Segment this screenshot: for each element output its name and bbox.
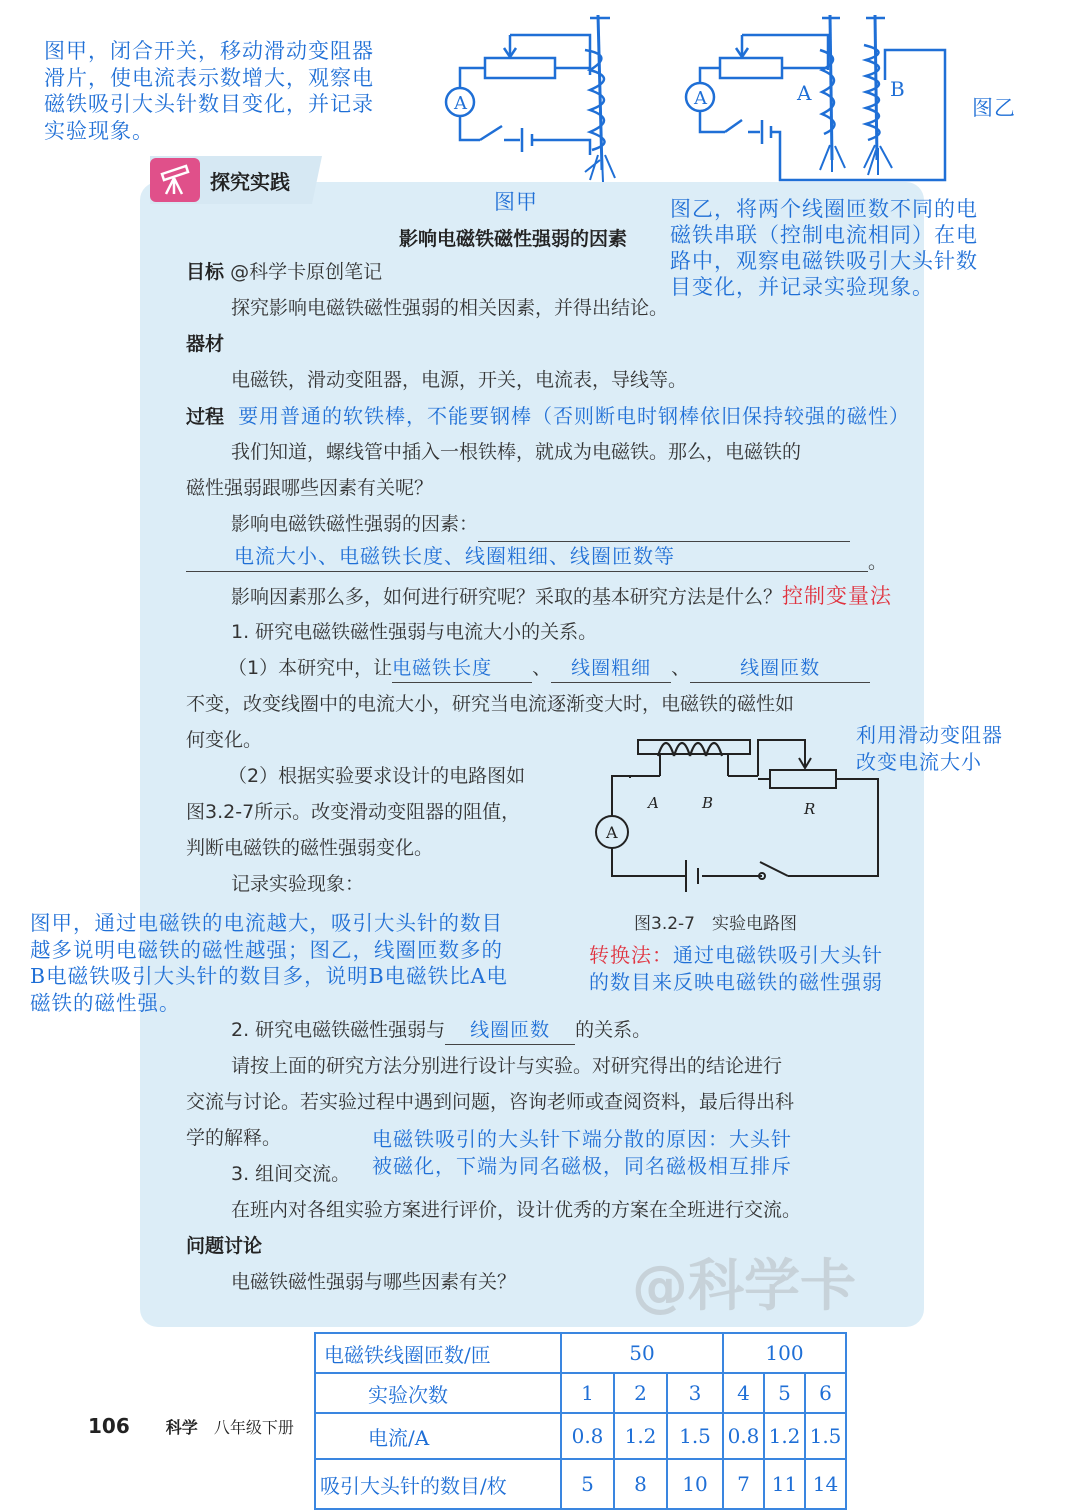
note-line: 图甲，通过电磁铁的电流越大，吸引大头针的数目 <box>30 911 503 935</box>
item-1-1 <box>228 650 870 686</box>
page-title: 影响电磁铁磁性强弱的因素 <box>399 228 628 250</box>
table-cell: 50 <box>561 1333 723 1373</box>
note-line: 电磁铁吸引的大头针下端分散的原因：大头针 <box>372 1127 792 1151</box>
item-1-2-line: （2）根据实验要求设计的电路图如 <box>228 765 526 787</box>
item-1-2-line: 图3.2-7所示。改变滑动变阻器的阻值， <box>186 801 521 823</box>
note-line: 图乙，将两个线圈匝数不同的电 <box>670 197 978 221</box>
paragraph-2-1: 请按上面的研究方法分别进行设计与实验。对研究得出的结论进行 <box>231 1055 783 1077</box>
note-line: 实验现象。 <box>44 118 154 143</box>
table-cell: 4 <box>723 1373 764 1413</box>
table-cell: 5 <box>764 1373 805 1413</box>
table-row <box>315 1459 846 1509</box>
item-1-2 <box>186 758 525 866</box>
table-row <box>315 1333 846 1373</box>
circuit-label-r: R <box>804 800 816 818</box>
section-tag <box>150 156 322 204</box>
item-3-text: 在班内对各组实验方案进行评价，设计优秀的方案在全班进行交流。 <box>231 1199 802 1221</box>
item-1-1-rest-1: 不变，改变线圈中的电流大小，研究当电流逐渐变大时，电磁铁的磁性如 <box>186 693 795 715</box>
grade: 八年级下册 <box>213 1418 294 1437</box>
factors-prompt <box>231 506 850 542</box>
ammeter-label: A <box>694 88 707 109</box>
item-3: 3. 组间交流。 <box>231 1163 351 1185</box>
goal-text: 探究影响电磁铁磁性强弱的相关因素，并得出结论。 <box>231 297 669 319</box>
subject: 科学 <box>165 1418 198 1437</box>
item-1-2-line: 判断电磁铁的磁性强弱变化。 <box>186 837 434 859</box>
equipment-text: 电磁铁，滑动变阻器，电源，开关，电流表，导线等。 <box>231 369 688 391</box>
factors-answer-line <box>186 538 868 572</box>
table-cell: 1.2 <box>614 1413 667 1459</box>
note-line: 路中，观察电磁铁吸引大头针数 <box>670 249 978 273</box>
item-2-suffix: 的关系。 <box>575 1019 652 1041</box>
table-cell: 0.8 <box>561 1413 614 1459</box>
table-cell: 11 <box>764 1459 805 1509</box>
note-line: 利用滑动变阻器 <box>856 723 1003 747</box>
page-number: 106 <box>88 1414 130 1438</box>
method-question <box>231 578 892 615</box>
item-2-prefix: 2. 研究电磁铁磁性强弱与 <box>231 1019 446 1041</box>
coil-b-label: B <box>890 77 905 101</box>
table-row <box>315 1373 846 1413</box>
table-row-label: 电流/A <box>315 1413 561 1459</box>
note-line: 滑片，使电流表示数增大，观察电 <box>44 65 374 90</box>
circuit-ammeter-label: A <box>606 823 618 842</box>
fig-jia-label: 图甲 <box>494 190 538 214</box>
note-line: 目变化，并记录实验现象。 <box>670 275 934 299</box>
process-label: 过程 <box>186 406 225 428</box>
fig-yi-label: 图乙 <box>972 96 1016 120</box>
factors-answer: 电流大小、电磁铁长度、线圈粗细、线圈匝数等 <box>234 544 675 568</box>
paragraph-2-2: 交流与讨论。若实验过程中遇到问题，咨询老师或查阅资料，最后得出科 <box>186 1091 795 1113</box>
table-cell: 1.5 <box>805 1413 846 1459</box>
item-1-1-rest-2: 何变化。 <box>186 729 263 751</box>
blank-length: 电磁铁长度 <box>392 654 532 683</box>
method-question-text: 影响因素那么多，如何进行研究呢？采取的基本研究方法是什么？ <box>231 586 783 608</box>
item-2 <box>231 1012 651 1048</box>
method-answer: 控制变量法 <box>782 584 893 608</box>
separator: 、 <box>532 657 552 679</box>
fig-jia-diagram <box>440 10 630 185</box>
conversion-label: 转换法： <box>589 943 673 967</box>
table-cell: 100 <box>723 1333 846 1373</box>
conversion-note <box>589 942 883 996</box>
table-cell: 10 <box>667 1459 723 1509</box>
circuit-diagram <box>590 728 890 898</box>
coil-a-label: A <box>797 81 812 105</box>
table-cell: 5 <box>561 1459 614 1509</box>
table-cell: 2 <box>614 1373 667 1413</box>
note-line: 磁铁吸引大头针数目变化，并记录 <box>44 92 374 116</box>
page-footer <box>88 1414 294 1438</box>
table-row-label: 吸引大头针的数目/枚 <box>315 1459 561 1509</box>
paragraph-intro-1: 我们知道，螺线管中插入一根铁棒，就成为电磁铁。那么，电磁铁的 <box>231 441 802 463</box>
note-line: 磁铁的磁性强。 <box>30 990 181 1015</box>
fig-jia-note <box>44 38 374 144</box>
table-cell: 1.5 <box>667 1413 723 1459</box>
table-row-label: 电磁铁线圈匝数/匝 <box>315 1333 561 1373</box>
equipment-label: 器材 <box>186 333 225 355</box>
conversion-text-2: 的数目来反映电磁铁的磁性强弱 <box>589 970 883 994</box>
process-heading <box>186 398 910 435</box>
note-line: 越多说明电磁铁的磁性越强；图乙，线圈匝数多的 <box>30 937 503 962</box>
note-line: 改变电流大小 <box>856 750 982 774</box>
table-cell: 1.2 <box>764 1413 805 1459</box>
conversion-text: 通过电磁铁吸引大头针 <box>673 943 883 967</box>
table-cell: 0.8 <box>723 1413 764 1459</box>
circuit-label-a: A <box>648 794 659 812</box>
table-cell: 1 <box>561 1373 614 1413</box>
observation-note <box>30 910 508 1016</box>
goal-heading <box>186 254 382 290</box>
watermark: @科学卡 <box>632 1254 856 1319</box>
factors-period: 。 <box>868 551 888 573</box>
table-cell: 14 <box>805 1459 846 1509</box>
table-cell: 8 <box>614 1459 667 1509</box>
figure-caption: 图3.2-7 实验电路图 <box>634 914 797 934</box>
fig-yi-note <box>670 196 978 300</box>
table-row-label: 实验次数 <box>315 1373 561 1413</box>
note-line: 被磁化，下端为同名磁极，同名磁极相互排斥 <box>372 1154 792 1178</box>
goal-label: 目标 <box>186 261 225 283</box>
section-tag-label: 探究实践 <box>210 170 290 194</box>
paragraph-intro-2: 磁性强弱跟哪些因素有关呢？ <box>186 477 434 499</box>
blank-turns: 线圈匝数 <box>690 654 870 683</box>
circuit-label-b: B <box>702 794 714 812</box>
process-note: 要用普通的软铁棒，不能要钢棒（否则断电时钢棒依旧保持较强的磁性） <box>238 404 911 428</box>
note-line: 磁铁串联（控制电流相同）在电 <box>670 223 978 247</box>
fig-yi-diagram <box>680 10 955 185</box>
table-cell: 3 <box>667 1373 723 1413</box>
blank-thickness: 线圈粗细 <box>551 654 671 683</box>
results-table <box>314 1332 847 1510</box>
note-line: 图甲，闭合开关，移动滑动变阻器 <box>44 39 374 63</box>
scatter-note <box>372 1126 792 1180</box>
paragraph-2-3: 学的解释。 <box>186 1127 282 1149</box>
rheostat-note <box>856 722 1003 776</box>
item-2-blank: 线圈匝数 <box>445 1016 575 1045</box>
ammeter-label: A <box>454 93 467 114</box>
factors-prompt-text: 影响电磁铁磁性强弱的因素： <box>231 513 479 535</box>
separator: 、 <box>671 657 691 679</box>
watermark-text: @科学卡原创笔记 <box>230 261 383 283</box>
record-label: 记录实验现象： <box>231 873 365 895</box>
discussion-text: 电磁铁磁性强弱与哪些因素有关？ <box>231 1271 517 1293</box>
table-cell: 6 <box>805 1373 846 1413</box>
note-line: B电磁铁吸引大头针的数目多，说明B电磁铁比A电 <box>30 964 508 988</box>
discussion-label: 问题讨论 <box>186 1235 263 1257</box>
table-row <box>315 1413 846 1459</box>
table-cell: 7 <box>723 1459 764 1509</box>
item-1-1-prefix: （1）本研究中，让 <box>228 657 393 679</box>
item-1: 1. 研究电磁铁磁性强弱与电流大小的关系。 <box>231 621 598 643</box>
